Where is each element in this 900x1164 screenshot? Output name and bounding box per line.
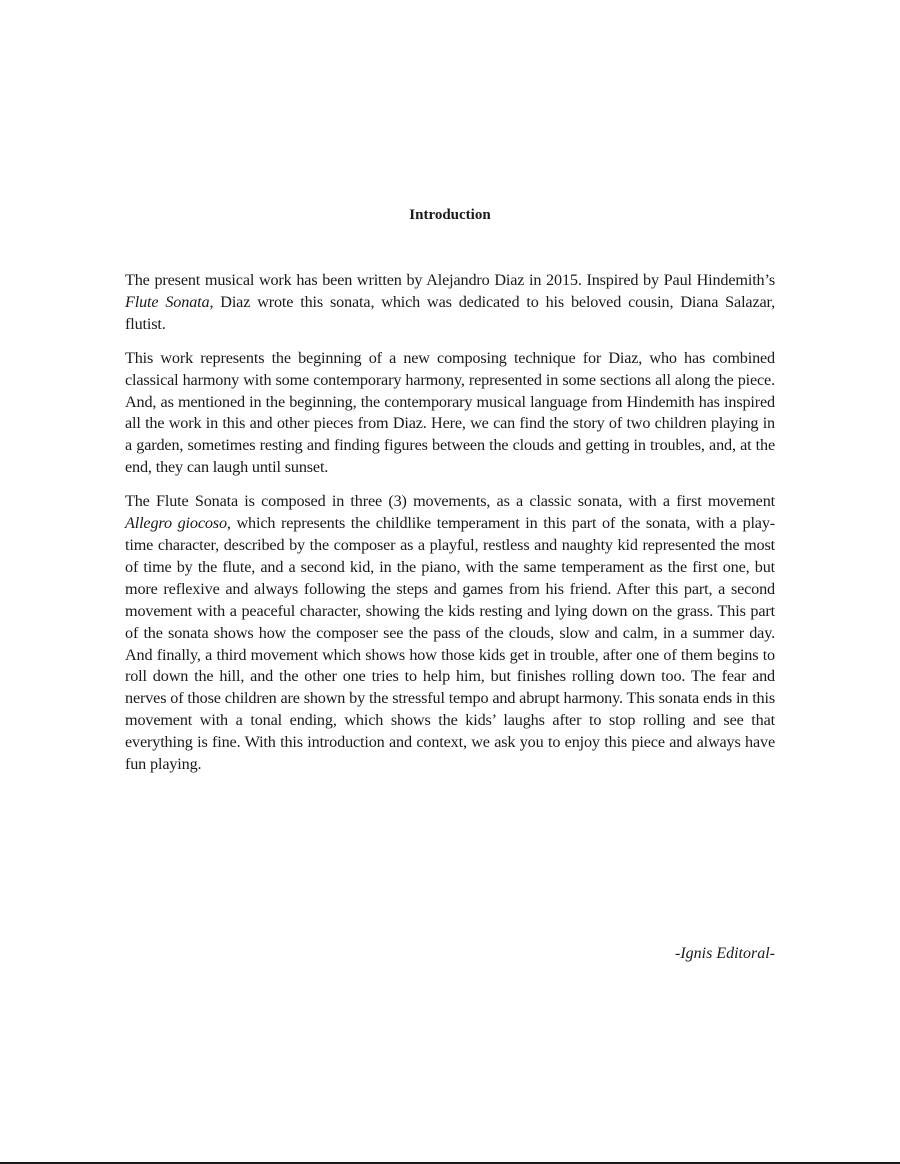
paragraph-3-text-a: The Flute Sonata is composed in three (3) movements, as a classic sonata, with a first movement — [125, 492, 775, 511]
paragraph-1-text-b: , Diaz wrote this sonata, which was dedicated to his beloved cousin, Diana Salazar, flutist. — [125, 292, 776, 333]
paragraph-3-text-b: , which represents the childlike temperament in this part of the sonata, with a play-time character, described by the composer as a playful, restless and naughty kid represented the most of time by the flute, and a second kid, in the piano, with the same temperament as the first one, but more reflexive and always following the steps and games from his friend. After this part, a second movement with a peaceful character, showing the kids resting and lying down on the grass. This part of the sonata shows how the composer see the pass of the clouds, slow and calm, in a summer day. And finally, a third movement which shows how those kids get in trouble, after one of them begins to roll down the hill, and the other one tries to help him, but finishes rolling down too. The fear and nerves of those children are shown by the stressful tempo and abrupt harmony. This sonata ends in this movement with a tonal ending, which shows the kids’ laughs after to stop rolling and see that everything is fine. With this introduction and context, we ask you to enjoy this piece and always have fun playing. — [125, 514, 776, 774]
paragraph-1 — [125, 270, 775, 336]
paragraph-2: This work represents the beginning of a new composing technique for Diaz, who has combined classical harmony with some contemporary harmony, represented in some sections all along the piece. And, as mentioned in the beginning, the contemporary musical language from Hindemith has inspired all the work in this and other pieces from Diaz. Here, we can find the story of two children playing in a garden, sometimes resting and finding figures between the clouds and getting in troubles, and, at the end, they can laugh until sunset. — [125, 348, 775, 477]
body-text — [125, 270, 775, 788]
paragraph-1-italic-title: Flute Sonata — [125, 292, 210, 311]
paragraph-3 — [125, 491, 775, 776]
paragraph-3-italic-movement: Allegro giocoso — [125, 514, 227, 533]
paragraph-1-text-a: The present musical work has been written by Alejandro Diaz in 2015. Inspired by Paul Hindemith’s — [125, 271, 775, 289]
page-title: Introduction — [409, 207, 491, 223]
signature: -Ignis Editoral- — [675, 945, 775, 962]
